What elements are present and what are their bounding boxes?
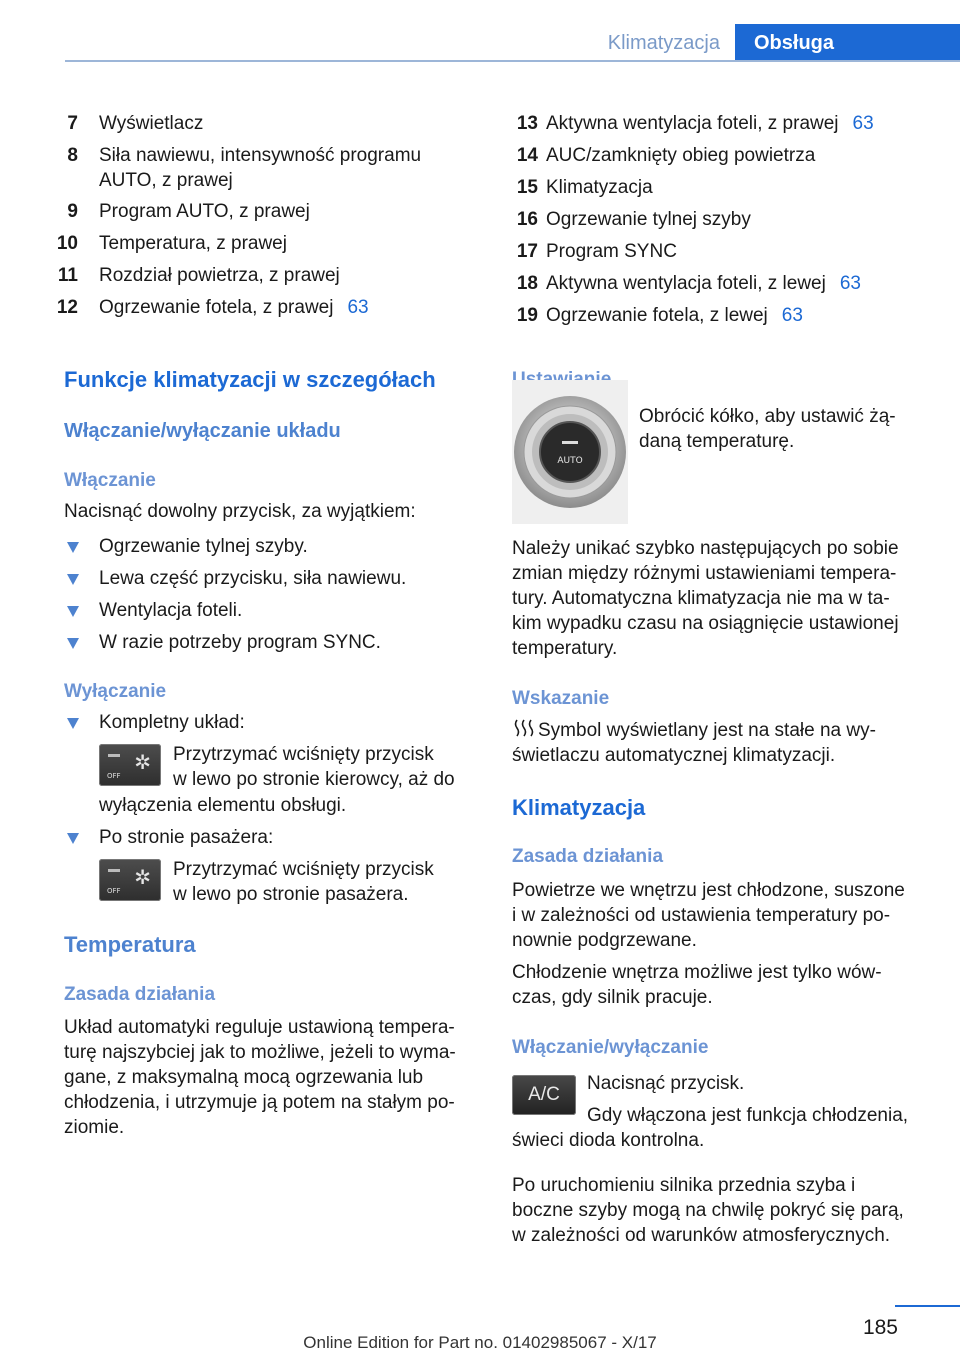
sub-subsection-heading: Wyłączanie: [64, 681, 167, 702]
item-label: Ogrzewanie fotela, z lewej: [546, 305, 768, 326]
list-number: 10: [56, 233, 78, 254]
paragraph-line: tury. Automatyczna klimatyzacja nie ma w ta-: [512, 588, 890, 609]
paragraph: Nacisnąć przycisk.: [587, 1073, 745, 1094]
knob-auto-label: AUTO: [557, 456, 583, 466]
bullet-triangle-icon: [67, 574, 79, 585]
minus-icon: [108, 754, 120, 757]
list-item-text: [99, 296, 369, 320]
page-ref-link[interactable]: 63: [781, 305, 803, 326]
list-item-text: Klimatyzacja: [546, 177, 653, 198]
paragraph-line: Powietrze we wnętrzu jest chłodzone, suszone: [512, 880, 905, 901]
paragraph-line: Należy unikać szybko następujących po sobie: [512, 538, 899, 559]
paragraph: Gdy włączona jest funkcja chłodzenia,: [587, 1105, 909, 1126]
list-item-text: AUC/zamknięty obieg powietrza: [546, 145, 816, 166]
sub-subsection-heading: Zasada działania: [512, 846, 664, 867]
fan-icon: ✲: [134, 752, 151, 774]
header-section-tab: Klimatyzacja: [607, 32, 720, 54]
off-label: OFF: [107, 772, 121, 780]
list-item-text: Wyświetlacz: [99, 113, 204, 134]
list-number: 19: [516, 305, 538, 326]
bullet-triangle-icon: [67, 718, 79, 729]
bullet-text: Po stronie pasażera:: [99, 827, 274, 848]
list-item-text: Ogrzewanie tylnej szyby: [546, 209, 751, 230]
list-number: 11: [57, 265, 78, 286]
page-ref-link[interactable]: 63: [839, 273, 861, 294]
temperature-knob-image: [512, 380, 628, 524]
bullet-triangle-icon: [67, 542, 79, 553]
sub-subsection-heading: Włączanie/wyłączanie: [512, 1037, 709, 1058]
item-label: Aktywna wentylacja foteli, z lewej: [546, 273, 826, 294]
off-fan-button-image: [99, 859, 161, 901]
list-item-text: Temperatura, z prawej: [99, 233, 287, 254]
paragraph: Obrócić kółko, aby ustawić żą-: [639, 406, 896, 427]
off-fan-button-image: [99, 744, 161, 786]
paragraph-line: ziomie.: [64, 1117, 125, 1138]
paragraph-line: temperatury.: [512, 638, 618, 659]
knob-icon: [512, 380, 628, 524]
bullet-triangle-icon: [67, 833, 79, 844]
bullet-text: Kompletny układ:: [99, 712, 245, 733]
header-rule: [65, 60, 960, 62]
section-heading: Temperatura: [64, 932, 196, 957]
sub-subsection-heading: Zasada działania: [64, 984, 216, 1005]
sub-subsection-heading: Włączanie: [64, 470, 156, 491]
paragraph-line: boczne szyby mogą na chwilę pokryć się parą,: [512, 1200, 904, 1221]
list-number: 17: [516, 241, 538, 262]
list-item-text: Program AUTO, z prawej: [99, 201, 310, 222]
paragraph-line: Układ automatyki reguluje ustawioną tempera-: [64, 1017, 455, 1038]
list-number: 7: [67, 113, 78, 134]
bullet-triangle-icon: [67, 606, 79, 617]
fan-icon: ✲: [134, 867, 151, 889]
list-number: 12: [56, 297, 78, 318]
paragraph: Symbol wyświetlany jest na stałe na wy-: [538, 720, 876, 741]
section-heading: Klimatyzacja: [512, 795, 646, 820]
list-item-text: Rozdział powietrza, z prawej: [99, 265, 340, 286]
list-item-text: [546, 272, 861, 296]
header-active-tab: Obsługa: [735, 24, 960, 62]
paragraph-line: czas, gdy silnik pracuje.: [512, 987, 713, 1008]
paragraph-line: i w zależności od ustawienia temperatury po-: [512, 905, 891, 926]
section-heading: Funkcje klimatyzacji w szczegółach: [64, 367, 436, 392]
paragraph: Przytrzymać wciśnięty przycisk: [173, 859, 434, 880]
page-number: 185: [862, 1316, 898, 1339]
list-number: 13: [516, 113, 538, 134]
item-label: Ogrzewanie fotela, z prawej: [99, 297, 334, 318]
paragraph: w lewo po stronie pasażera.: [173, 884, 409, 905]
paragraph-line: turę najszybciej jak to możliwe, jeżeli to wyma-: [64, 1042, 456, 1063]
bullet-triangle-icon: [67, 638, 79, 649]
list-item-text: [546, 112, 874, 136]
footer-rule: [895, 1305, 960, 1307]
list-item-text: AUTO, z prawej: [99, 170, 233, 191]
bullet-text: Wentylacja foteli.: [99, 600, 243, 621]
list-item-text: [546, 304, 803, 328]
list-item-text: Siła nawiewu, intensywność programu: [99, 145, 422, 166]
paragraph: daną temperaturę.: [639, 431, 795, 452]
page-ref-link[interactable]: 63: [347, 297, 369, 318]
list-number: 9: [67, 201, 78, 222]
list-number: 18: [516, 273, 538, 294]
paragraph: świetlaczu automatycznej klimatyzacji.: [512, 745, 836, 766]
paragraph: Nacisnąć dowolny przycisk, za wyjątkiem:: [64, 501, 416, 522]
bullet-text: W razie potrzeby program SYNC.: [99, 632, 381, 653]
list-number: 14: [516, 145, 538, 166]
paragraph-line: kim wypadku czasu na osiągnięcie ustawionej: [512, 613, 899, 634]
minus-icon: [108, 869, 120, 872]
ac-button-image: A/C: [512, 1075, 576, 1115]
page-ref-link[interactable]: 63: [852, 113, 874, 134]
list-number: 15: [516, 177, 538, 198]
paragraph-line: chłodzenia, i utrzymuje ją potem na stałym po-: [64, 1092, 455, 1113]
list-number: 8: [67, 145, 78, 166]
footer-edition: Online Edition for Part no. 01402985067 - X/17: [303, 1333, 657, 1352]
list-number: 16: [516, 209, 538, 230]
paragraph-line: Chłodzenie wnętrza możliwe jest tylko wów-: [512, 962, 882, 983]
subsection-heading: Włączanie/wyłączanie układu: [64, 420, 341, 442]
paragraph-line: zmian między różnymi ustawieniami tempera-: [512, 563, 897, 584]
sub-subsection-heading: Wskazanie: [512, 688, 610, 709]
off-label: OFF: [107, 887, 121, 895]
paragraph: wyłączenia elementu obsługi.: [99, 795, 347, 816]
paragraph-line: nownie podgrzewane.: [512, 930, 697, 951]
paragraph: w lewo po stronie kierowcy, aż do: [173, 769, 455, 790]
paragraph-line: gane, z maksymalną mocą ogrzewania lub: [64, 1067, 424, 1088]
item-label: Aktywna wentylacja foteli, z prawej: [546, 113, 839, 134]
bullet-text: Ogrzewanie tylnej szyby.: [99, 536, 308, 557]
paragraph-line: Po uruchomieniu silnika przednia szyba i: [512, 1175, 856, 1196]
heat-wave-icon: [513, 718, 535, 738]
paragraph-line: w zależności od warunków atmosferycznych.: [512, 1225, 891, 1246]
bullet-text: Lewa część przycisku, siła nawiewu.: [99, 568, 407, 589]
list-item-text: Program SYNC: [546, 241, 677, 262]
paragraph: Przytrzymać wciśnięty przycisk: [173, 744, 434, 765]
paragraph: świeci dioda kontrolna.: [512, 1130, 705, 1151]
